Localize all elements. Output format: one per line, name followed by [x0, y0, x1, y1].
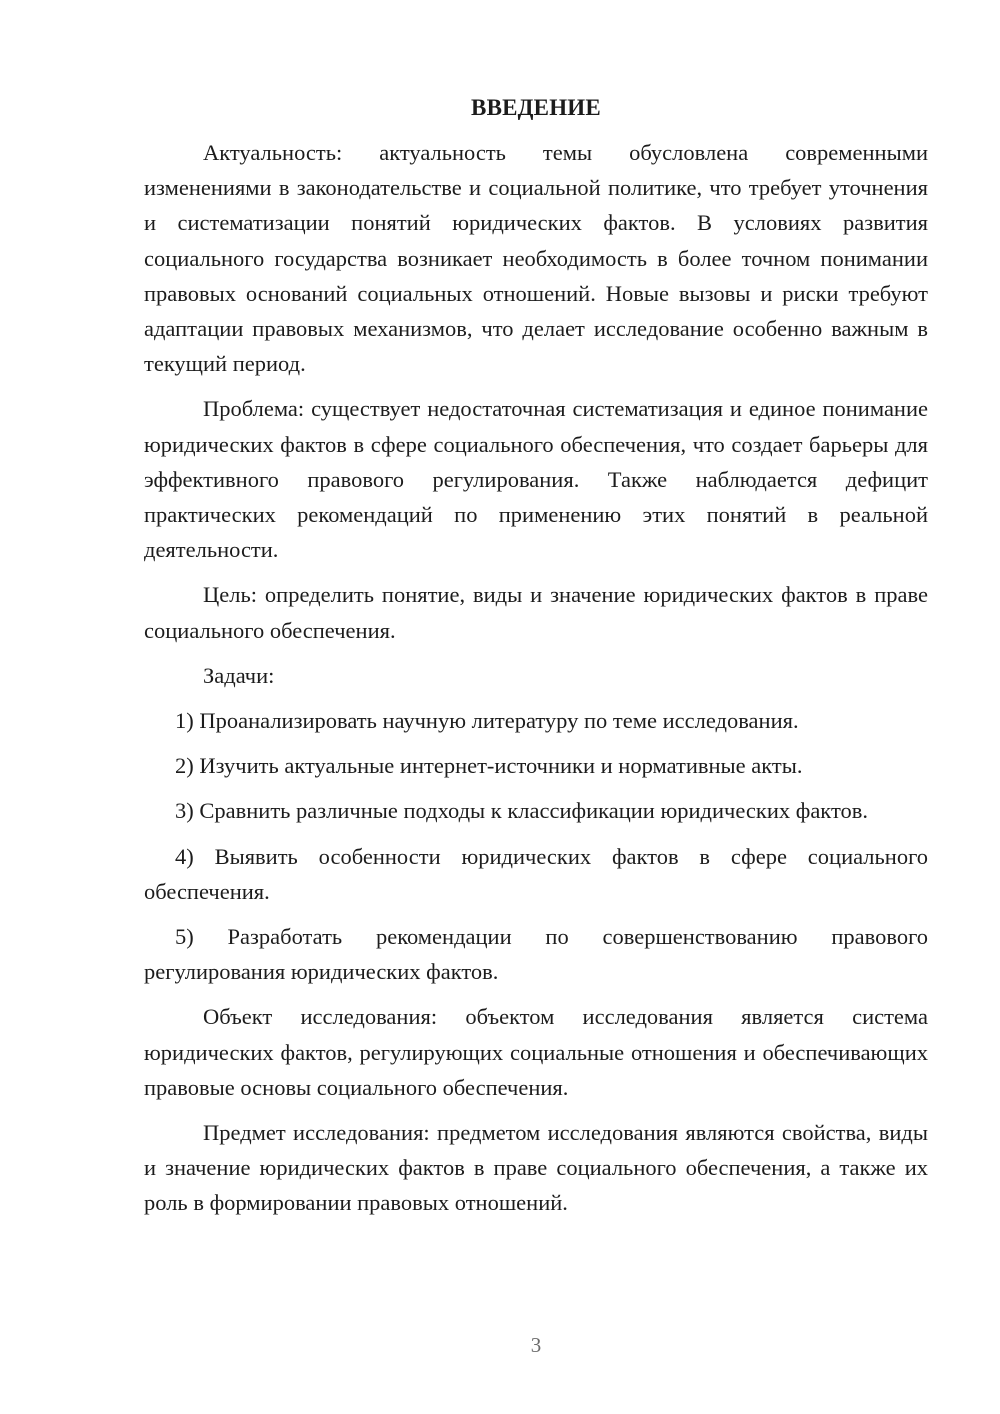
page-number: 3 [530, 1333, 542, 1357]
paragraph-problem: Проблема: существует недостаточная систематизация и единое понимание юридических фактов в сфере социального обеспечения, что создает барьеры для эффективного правового регулирования. Также наблюдается дефицит практических рекомендаций по применению этих понятий в реальной деятельности. [144, 396, 928, 563]
task-item-3: 3) Сравнить различные подходы к классификации юридических фактов. [175, 798, 868, 824]
task-item-1: 1) Проанализировать научную литературу по теме исследования. [175, 708, 799, 734]
paragraph-object: Объект исследования: объектом исследования является система юридических фактов, регулирующих социальные отношения и обеспечивающих правовые основы социального обеспечения. [144, 1004, 928, 1100]
paragraph-goal: Цель: определить понятие, виды и значение юридических фактов в праве социального обеспечения. [144, 582, 928, 643]
paragraph-relevance: Актуальность: актуальность темы обусловлена современными изменениями в законодательстве и социальной политике, что требует уточнения и систематизации понятий юридических фактов. В условиях развития социального государства возникает необходимость в более точном понимании правовых оснований социальных отношений. Новые вызовы и риски требуют адаптации правовых механизмов, что делает исследование особенно важным в текущий период. [144, 140, 928, 377]
document-page [144, 90, 928, 1221]
task-item-2: 2) Изучить актуальные интернет-источники и нормативные акты. [175, 753, 803, 779]
section-heading: ВВЕДЕНИЕ [471, 95, 601, 120]
paragraph-tasks-title: Задачи: [203, 662, 275, 688]
task-item-5: 5) Разработать рекомендации по совершенствованию правового регулирования юридических фактов. [144, 924, 928, 985]
task-item-4: 4) Выявить особенности юридических фактов в сфере социального обеспечения. [144, 843, 928, 904]
paragraph-subject: Предмет исследования: предметом исследования являются свойства, виды и значение юридических фактов в праве социального обеспечения, а также их роль в формировании правовых отношений. [144, 1120, 928, 1216]
